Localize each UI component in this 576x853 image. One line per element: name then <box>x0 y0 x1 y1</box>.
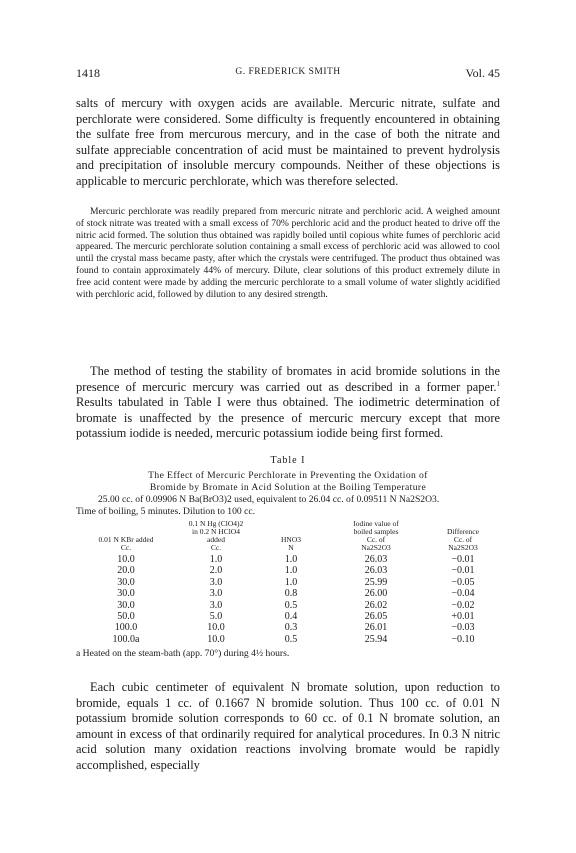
header-hno3: HNO3 N <box>281 535 301 552</box>
table-cell: 1.0 <box>284 554 298 565</box>
table-row <box>76 634 500 645</box>
table-row <box>76 611 500 622</box>
paragraph-1-text: salts of mercury with oxygen acids are available. Mercuric nitrate, sulfate and perchlorate were considered. Some difficulty is frequently encountered in obtaining the sulfate free from mercurous mercury, and in the case of both the nitrate and sulfate appreciable concentration of acid must be maintained to prevent hydrolysis and precipitation of insoluble mercury compounds. Neither of these objections is applicable to mercuric perchlorate, which was therefore selected. <box>76 96 500 188</box>
table-caption <box>76 470 500 493</box>
header-iodine-value: Iodine value of boiled samples Cc. of Na2S2O3 <box>353 519 399 552</box>
small-print-paragraph <box>76 206 500 300</box>
table-row <box>76 577 500 588</box>
running-head: G. FREDERICK SMITH <box>235 67 341 77</box>
table-cell: 0.5 <box>284 599 298 611</box>
table-cell: 1.0 <box>209 554 223 565</box>
header-kbr-added: 0.01 N KBr added Cc. <box>98 535 154 552</box>
body-paragraph-1 <box>76 96 500 190</box>
table-header-row <box>76 520 500 554</box>
table-cell: 26.03 <box>364 554 388 565</box>
volume-label: Vol. 45 <box>465 66 500 80</box>
paragraph-3-text: Each cubic centimeter of equivalent N bromate solution, upon reduction to bromide, equals 1 cc. of 0.1667 N bromide solution. Thus 100 cc. of 0.01 N potassium bromide solution corresponds to 60 cc. of 0.1 N bromate solution, an amount in excess of that ordinarily required for analytical procedures. In 0.3 N nitric acid solution many oxidation reactions involving bromate would be rapidly accomplished, especially <box>76 680 500 772</box>
table-cell: 2.0 <box>209 565 223 577</box>
table-cell: 26.00 <box>364 588 388 600</box>
table-cell: 10.0 <box>207 622 225 634</box>
page-header <box>76 66 500 84</box>
table-cell: +0.01 <box>451 611 475 623</box>
table-condition-2: Time of boiling, 5 minutes. Dilution to 100 cc. <box>76 505 255 517</box>
table-row <box>76 622 500 633</box>
table-caption-line-1: The Effect of Mercuric Perchlorate in Preventing the Oxidation of <box>148 470 428 481</box>
table-cell: 25.94 <box>364 633 388 645</box>
table-condition-1: 25.00 cc. of 0.09906 N Ba(BrO3)2 used, equivalent to 26.04 cc. of 0.09511 N Na2S2O3. <box>98 494 440 505</box>
data-table <box>76 520 500 645</box>
table-cell: 100.0a <box>112 633 140 645</box>
paragraph-2-text-a: The method of testing the stability of bromates in acid bromide solutions in the presence of mercuric mercury was carried out as described in a former paper. <box>76 364 500 394</box>
body-paragraph-3 <box>76 680 500 774</box>
table-cell: 30.0 <box>117 576 135 588</box>
table-footnote: a Heated on the steam-bath (app. 70°) during 4½ hours. <box>76 648 290 659</box>
page-number: 1418 <box>76 66 100 80</box>
table-cell: 50.0 <box>117 611 135 623</box>
body-paragraph-2 <box>76 364 500 442</box>
table-cell: −0.04 <box>451 588 475 600</box>
table-cell: 3.0 <box>209 599 223 611</box>
table-cell: 0.8 <box>284 588 298 600</box>
table-row <box>76 600 500 611</box>
table-cell: 26.02 <box>364 599 388 611</box>
table-cell: 26.05 <box>364 611 388 623</box>
table-cell: 3.0 <box>209 576 223 588</box>
table-row <box>76 565 500 576</box>
header-difference: Difference Cc. of Na2S2O3 <box>447 527 479 552</box>
table-cell: −0.02 <box>451 599 475 611</box>
table-cell: 30.0 <box>117 588 135 600</box>
table-cell: −0.10 <box>451 633 475 645</box>
table-cell: −0.01 <box>451 565 475 577</box>
table-cell: 1.0 <box>284 576 298 588</box>
table-cell: −0.05 <box>451 576 475 588</box>
table-cell: 3.0 <box>209 588 223 600</box>
table-cell: 10.0 <box>117 554 135 565</box>
table-cell: 10.0 <box>207 633 225 645</box>
table-cell: −0.03 <box>451 622 475 634</box>
small-paragraph-text: Mercuric perchlorate was readily prepared from mercuric nitrate and perchloric acid. A weighed amount of stock nitrate was treated with a small excess of 70% perchloric acid and the product heated to drive off the nitric acid formed. The solution thus obtained was rapidly boiled until copious white fumes of perchloric acid appeared. The mercuric perchlorate solution containing a small excess of perchloric acid was allowed to cool until the crystal mass became pasty, after which the crystals were centrifuged. The product thus obtained was found to contain approximately 44% of mercury. Dilute, clear solutions of this product extremely dilute in free acid content were made by adding the mercuric perchlorate to a small volume of water slightly acidified with perchloric acid, followed by dilution to any desired strength. <box>76 206 500 300</box>
paragraph-2-text-b: Results tabulated in Table I were thus obtained. The iodimetric determination of bromate is unaffected by the presence of mercuric mercury except that more potassium iodide is needed, mercuric potassium iodide being first formed. <box>76 395 500 441</box>
table-title: Table I <box>270 455 306 466</box>
header-hg-perchlorate-added: 0.1 N Hg (ClO4)2 in 0.2 N HClO4 added Cc. <box>188 519 244 552</box>
table-cell: 30.0 <box>117 599 135 611</box>
table-cell: 26.03 <box>364 565 388 577</box>
table-cell: 5.0 <box>209 611 223 623</box>
table-cell: 25.99 <box>364 576 388 588</box>
table-cell: 0.4 <box>284 611 298 623</box>
table-row <box>76 588 500 599</box>
table-cell: 0.5 <box>284 633 298 645</box>
table-cell: 100.0 <box>114 622 138 634</box>
table-cell: 20.0 <box>117 565 135 577</box>
table-cell: 1.0 <box>284 565 298 577</box>
table-cell: −0.01 <box>451 554 475 565</box>
footnote-reference: 1 <box>496 379 500 388</box>
table-cell: 0.3 <box>284 622 298 634</box>
table-caption-line-2: Bromide by Bromate in Acid Solution at the Boiling Temperature <box>149 481 427 493</box>
table-cell: 26.01 <box>364 622 388 634</box>
table-row <box>76 554 500 565</box>
table-conditions <box>76 494 500 517</box>
